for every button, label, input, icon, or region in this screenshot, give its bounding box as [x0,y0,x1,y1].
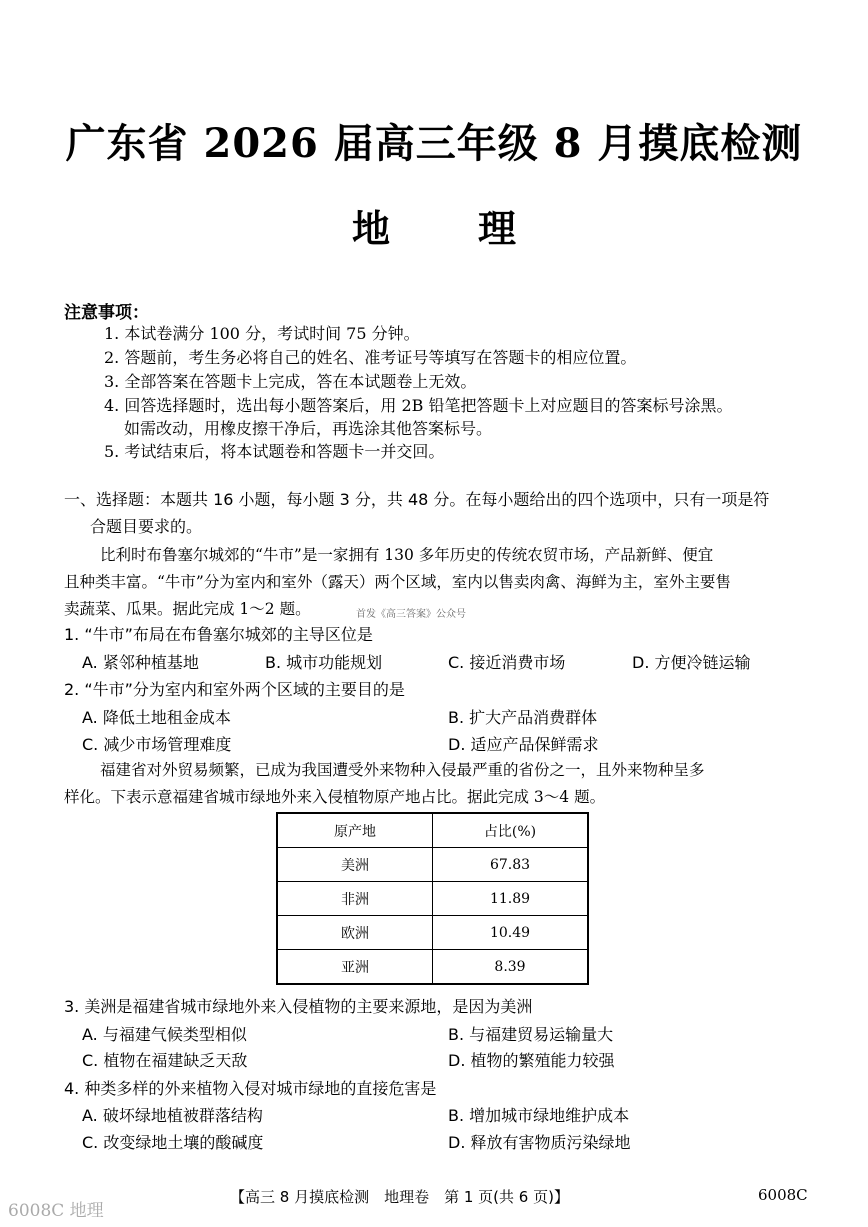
table-cell: 8.39 [433,950,589,985]
question-1-option-b: B. 城市功能规划 [265,653,383,672]
passage-1-line1: 比利时布鲁塞尔城郊的“牛市”是一家拥有 130 多年历史的传统农贸市场，产品新鲜、便宜 [100,546,714,564]
table-header-cell: 原产地 [277,813,433,848]
table-cell: 非洲 [277,882,433,916]
notice-item: 5. 考试结束后，将本试题卷和答题卡一并交回。 [104,442,445,461]
question-3-option-a: A. 与福建气候类型相似 [82,1025,247,1044]
question-2-option-c: C. 减少市场管理难度 [82,735,232,754]
table-cell: 美洲 [277,848,433,882]
table-cell: 欧洲 [277,916,433,950]
table-row [277,848,588,882]
question-4-option-a: A. 破坏绿地植被群落结构 [82,1106,263,1125]
question-3-option-c: C. 植物在福建缺乏天敌 [82,1051,248,1070]
notice-item: 4. 回答选择题时，选出每小题答案后，用 2B 铅笔把答题卡上对应题目的答案标号涂黑。 [104,396,733,415]
question-1-option-d: D. 方便冷链运输 [632,653,751,672]
question-1-option-a: A. 紧邻种植基地 [82,653,199,672]
notice-heading: 注意事项： [64,303,149,323]
section-heading-line1: 一、选择题：本题共 16 小题，每小题 3 分，共 48 分。在每小题给出的四个选项中，只有一项是符 [64,490,770,509]
question-3-stem: 3. 美洲是福建省城市绿地外来入侵植物的主要来源地，是因为美洲 [64,997,533,1016]
question-3-option-b: B. 与福建贸易运输量大 [448,1025,614,1044]
exam-title: 广东省 2026 届高三年级 8 月摸底检测 [65,120,803,167]
table-cell: 11.89 [433,882,589,916]
paper-code: 6008C [758,1186,808,1204]
section-heading-line2: 合题目要求的。 [90,517,203,536]
table-cell: 亚洲 [277,950,433,985]
origin-share-table [276,812,589,985]
passage-1-line2: 且种类丰富。“牛市”分为室内和室外（露天）两个区域，室内以售卖肉禽、海鲜为主，室外主要售 [64,573,731,591]
notice-item-continued: 如需改动，用橡皮擦干净后，再选涂其他答案标号。 [124,419,493,438]
table-cell: 67.83 [433,848,589,882]
table-header-cell: 占比(%) [433,813,589,848]
question-1-stem: 1. “牛市”布局在布鲁塞尔城郊的主导区位是 [64,625,373,644]
notice-item: 3. 全部答案在答题卡上完成，答在本试题卷上无效。 [104,372,477,391]
passage-2 [64,757,804,811]
question-4-option-c: C. 改变绿地土壤的酸碱度 [82,1133,264,1152]
table-cell: 10.49 [433,916,589,950]
question-2-stem: 2. “牛市”分为室内和室外两个区域的主要目的是 [64,680,405,699]
table-row [277,916,588,950]
paper-code-stamp: 6008C 地理 [8,1201,104,1221]
subject-char-1: 地 [351,206,390,251]
subject-title [0,198,868,253]
section-heading [64,486,814,540]
subject-char-2: 理 [478,206,517,251]
question-2-option-b: B. 扩大产品消费群体 [448,708,598,727]
question-2-option-a: A. 降低土地租金成本 [82,708,231,727]
question-1-option-c: C. 接近消费市场 [448,653,566,672]
passage-2-line2: 样化。下表示意福建省城市绿地外来入侵植物原产地占比。据此完成 3～4 题。 [64,788,606,806]
passage-1-line3: 卖蔬菜、瓜果。据此完成 1～2 题。 [64,600,311,618]
watermark-text: 首发《高三答案》公众号 [356,609,466,620]
question-4-option-b: B. 增加城市绿地维护成本 [448,1106,630,1125]
question-4-option-d: D. 释放有害物质污染绿地 [448,1133,631,1152]
notice-item: 2. 答题前，考生务必将自己的姓名、准考证号等填写在答题卡的相应位置。 [104,348,637,367]
table-header-row [277,813,588,848]
table-row [277,950,588,985]
table-row [277,882,588,916]
passage-2-line1: 福建省对外贸易频繁，已成为我国遭受外来物种入侵最严重的省份之一，且外来物种呈多 [100,761,705,779]
question-4-stem: 4. 种类多样的外来植物入侵对城市绿地的直接危害是 [64,1079,437,1098]
page-footer: 【高三 8 月摸底检测 地理卷 第 1 页(共 6 页)】 [230,1188,569,1206]
question-3-option-d: D. 植物的繁殖能力较强 [448,1051,615,1070]
notice-item: 1. 本试卷满分 100 分，考试时间 75 分钟。 [104,324,420,343]
question-2-option-d: D. 适应产品保鲜需求 [448,735,599,754]
